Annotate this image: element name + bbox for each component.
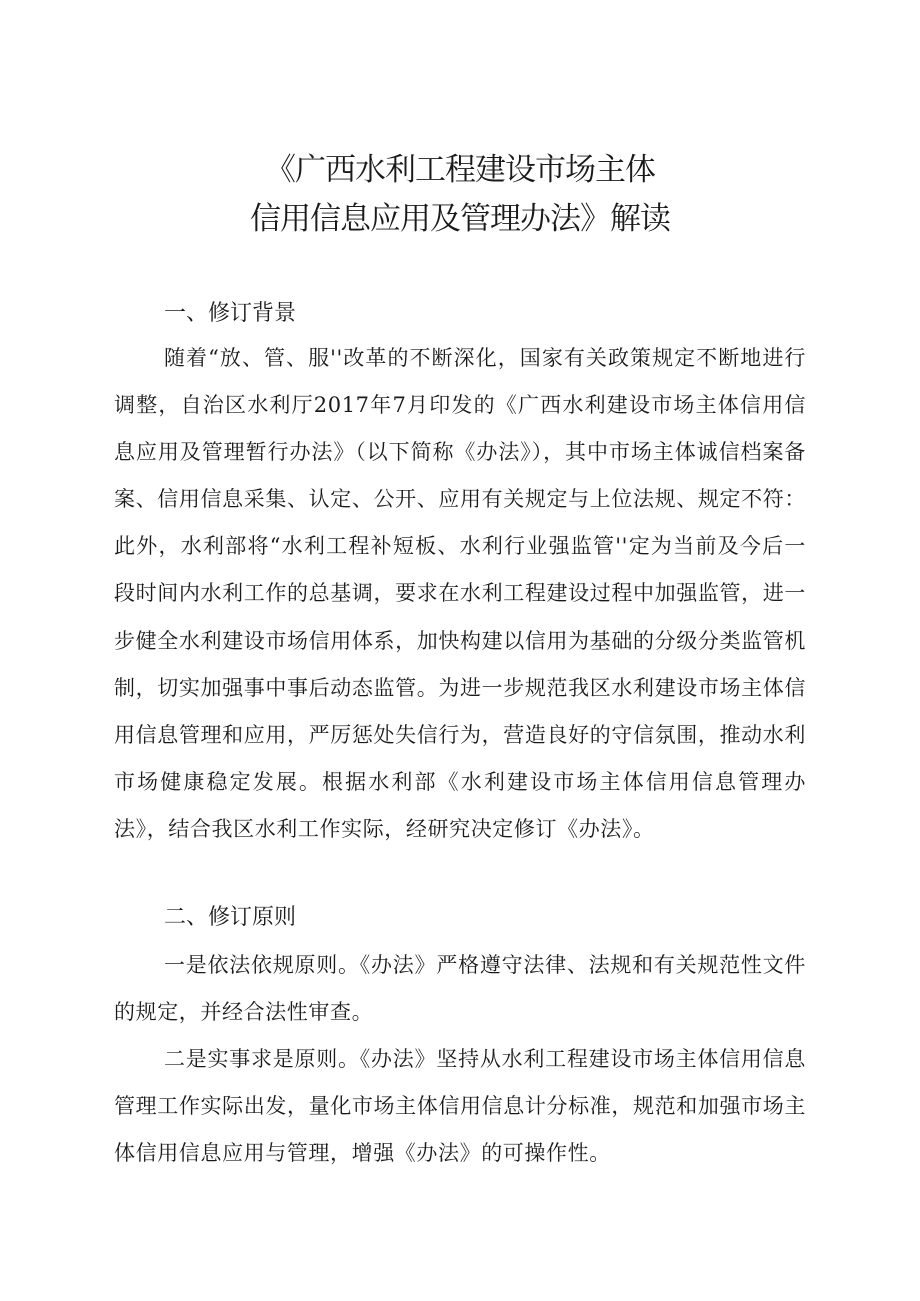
section-heading-background: 一、修订背景 (164, 301, 297, 326)
section-heading-principles: 二、修订原则 (164, 905, 297, 930)
paragraph-principle-practical: 二是实事求是原则。《办法》坚持从水利工程建设市场主体信用信息管理工作实际出发，量化市场主体信用信息计分标准，规范和加强市场主体信用信息应用与管理，增强《办法》的可操作性。 (114, 1047, 806, 1166)
document-title-line-1: 《广西水利工程建设市场主体 (265, 152, 655, 188)
paragraph-principle-legal: 一是依法依规原则。《办法》严格遵守法律、法规和有关规范性文件的规定，并经合法性审查。 (114, 953, 806, 1025)
document-title-line-2: 信用信息应用及管理办法》解读 (250, 201, 670, 237)
paragraph-background: 随着“放、管、服''改革的不断深化，国家有关政策规定不断地进行调整，自治区水利厅2017年7月印发的《广西水利建设市场主体信用信息应用及管理暂行办法》（以下简称《办法》），其中市场主体诚信档案备案、信用信息采集、认定、公开、应用有关规定与上位法规、规定不符：此外，水利部将“水利工程补短板、水利行业强监管''定为当前及今后一段时间内水利工作的总基调，要求在水利工程建设过程中加强监管，进一步健全水利建设市场信用体系，加快构建以信用为基础的分级分类监管机制，切实加强事中事后动态监管。为进一步规范我区水利建设市场主体信用信息管理和应用，严厉惩处失信行为，营造良好的守信氛围，推动水利市场健康稳定发展。根据水利部《水利建设市场主体信用信息管理办法》，结合我区水利工作实际，经研究决定修订《办法》。 (114, 346, 806, 841)
